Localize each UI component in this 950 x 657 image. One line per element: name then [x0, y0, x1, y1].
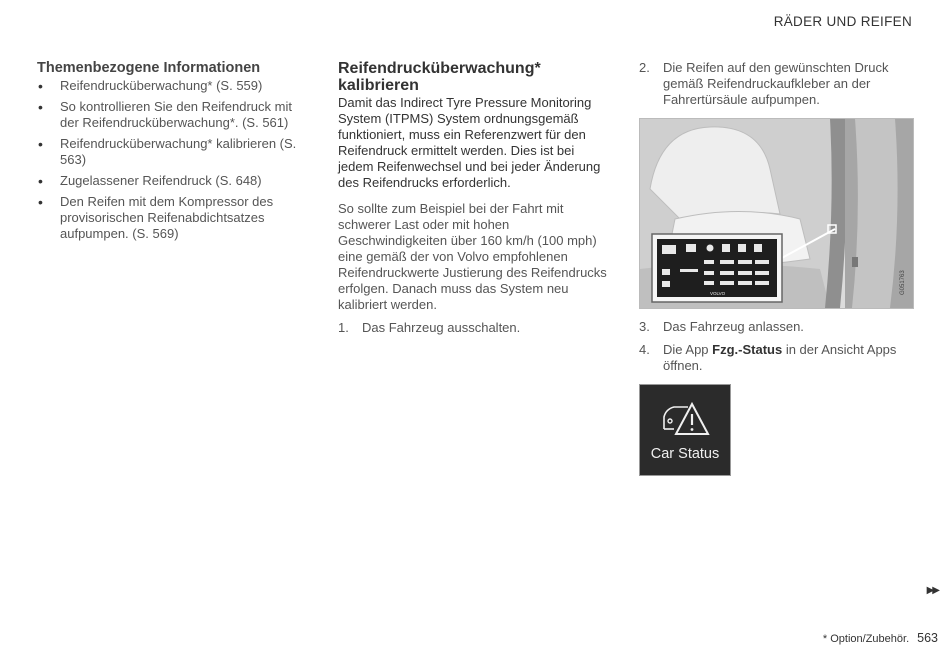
- step-text: Das Fahrzeug ausschalten.: [362, 320, 521, 335]
- section-header: RÄDER UND REIFEN: [773, 14, 912, 29]
- section-title: Reifendrucküberwachung* kalibrieren: [338, 60, 541, 94]
- next-page-arrows[interactable]: ▶▶: [926, 585, 938, 596]
- step-text-pre: Die App: [663, 342, 713, 357]
- related-info-title: Themenbezogene Informationen: [37, 60, 261, 76]
- car-warning-icon: [660, 401, 712, 437]
- door-pillar-label-photo: [639, 118, 914, 309]
- related-link[interactable]: • So kontrollieren Sie den Reifendruck mit der Reifendrucküberwachung*. (S. 561): [37, 99, 312, 131]
- detail-paragraph: So sollte zum Beispiel bei der Fahrt mit schwerer Last oder mit hohen Geschwindigkeiten über 160 km/h (100 mph) eine gemäß der von Volvo empfohlenen Reifendruckwerte Justierung des Reifendrucks erfolgen. Danach muss das System neu kalibriert werden.: [338, 201, 607, 312]
- page-number: 563: [917, 631, 938, 645]
- step-number: 4.: [639, 342, 650, 357]
- step-text: Die Reifen auf den gewünschten Druck gemäß Reifendruckaufkleber an der Fahrertürsäule aufpumpen.: [663, 60, 889, 107]
- related-info-column: [37, 60, 312, 247]
- label-brand: VOLVO: [710, 291, 726, 296]
- step-4: [639, 342, 914, 374]
- image-code: G051763: [900, 270, 906, 295]
- page-footer: [823, 631, 938, 645]
- related-link[interactable]: • Zugelassener Reifendruck (S. 648): [37, 173, 312, 189]
- step-1: [338, 320, 613, 336]
- related-link[interactable]: • Reifendrucküberwachung* kalibrieren (S. 563): [37, 136, 312, 168]
- app-name-bold: Fzg.-Status: [712, 342, 783, 357]
- step-text: Das Fahrzeug anlassen.: [663, 319, 804, 334]
- footnote: * Option/Zubehör.: [822, 633, 910, 645]
- step-text-post: in der Ansicht Apps öffnen.: [663, 342, 897, 373]
- steps-column: [639, 60, 914, 476]
- related-link[interactable]: • Reifendrucküberwachung* (S. 559): [37, 78, 312, 94]
- step-number: 3.: [639, 319, 650, 334]
- intro-paragraph: Damit das Indirect Tyre Pressure Monitoring System (ITPMS) System ordnungsgemäß funktioniert, muss ein Referenzwert für den Reifendruck ermittelt werden. Dies ist bei jedem Reifenwechsel und bei jeder Änderung des Reifendrucks erforderlich.: [338, 95, 601, 190]
- main-text-column: [338, 60, 613, 336]
- step-number: 1.: [338, 320, 349, 335]
- related-link[interactable]: • Den Reifen mit dem Kompressor des provisorischen Reifenabdichtsatzes aufpumpen. (S. 569): [37, 194, 312, 242]
- step-3: [639, 319, 914, 335]
- step-number: 2.: [639, 60, 650, 75]
- car-status-app-button[interactable]: [639, 384, 731, 476]
- step-2: [639, 60, 914, 108]
- car-status-label: Car Status: [650, 446, 720, 462]
- related-links-list: [37, 78, 312, 242]
